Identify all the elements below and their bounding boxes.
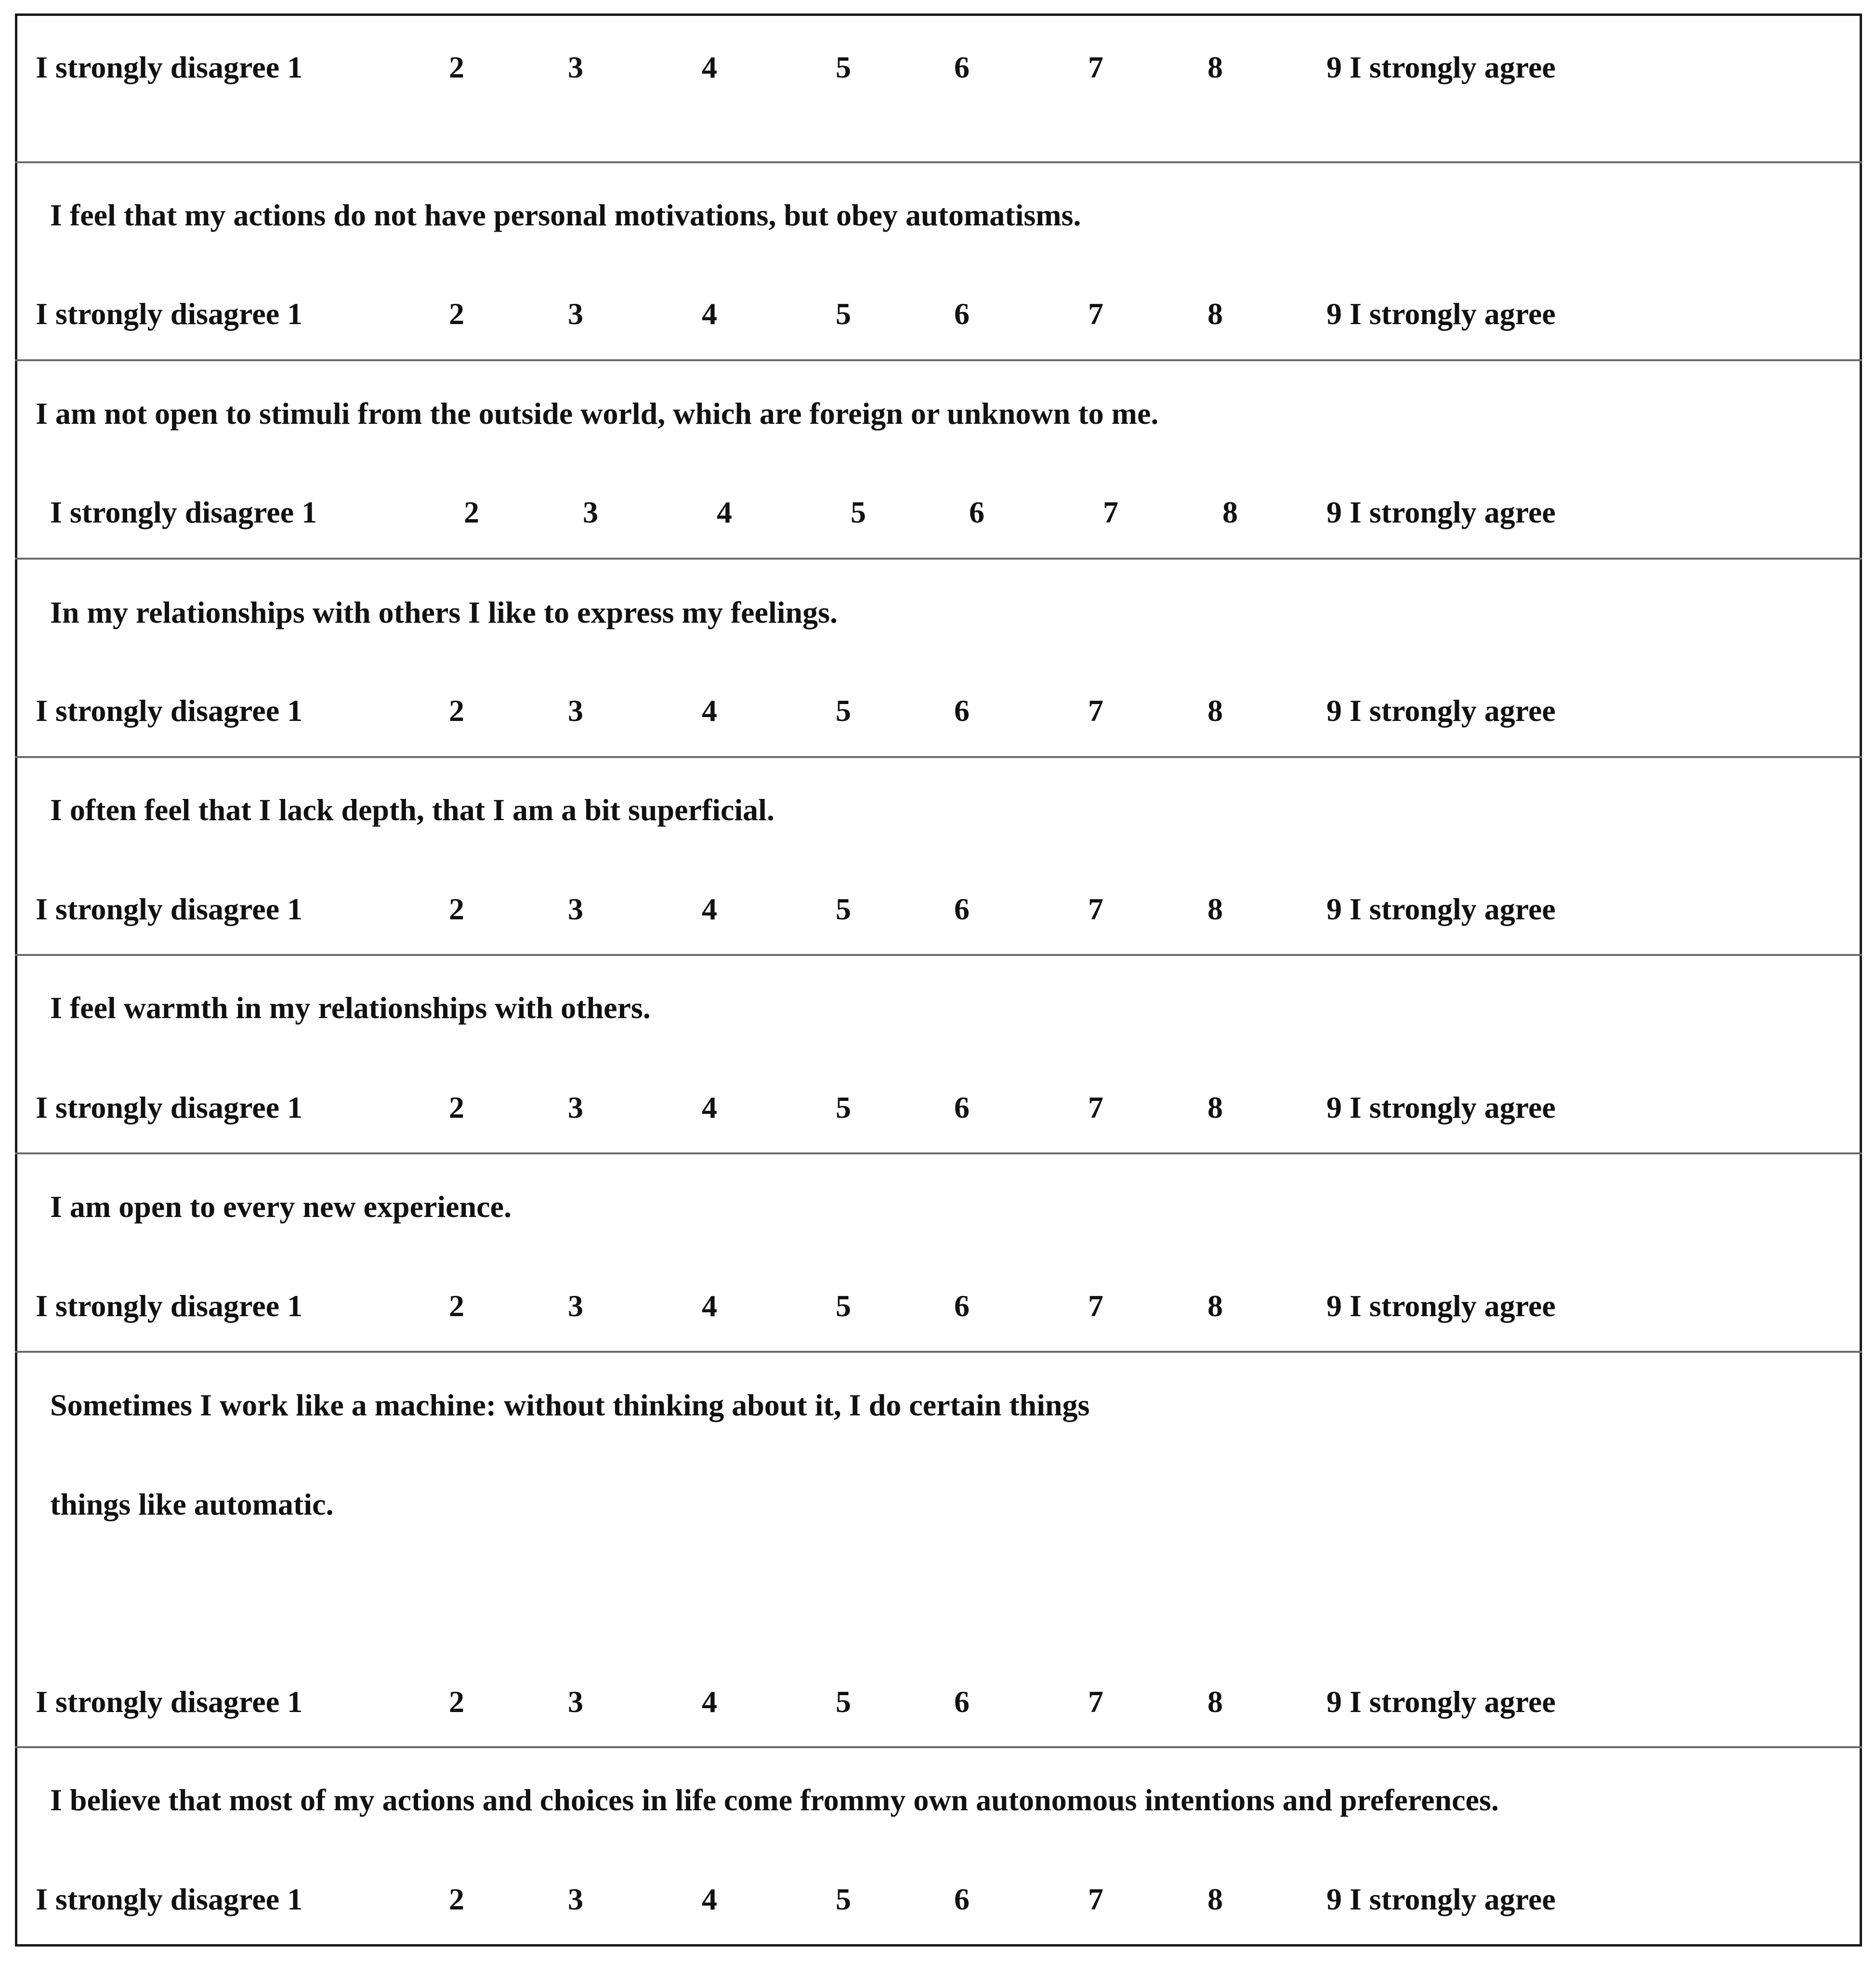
scale-point: 2 xyxy=(449,693,464,728)
scale-point: 5 xyxy=(851,495,866,529)
scale-high-label: 9 I strongly agree xyxy=(1326,892,1556,926)
scale-point: 4 xyxy=(702,1289,717,1323)
rating-scale-1 xyxy=(0,52,1876,91)
rating-scale-3 xyxy=(0,497,1876,536)
item-statement-continued: things like automatic. xyxy=(50,1487,334,1521)
rating-scale-7 xyxy=(0,1291,1876,1329)
scale-point: 6 xyxy=(954,297,970,331)
scale-high-label: 9 I strongly agree xyxy=(1326,1882,1556,1916)
scale-low-label: I strongly disagree 1 xyxy=(36,1685,303,1719)
scale-point: 7 xyxy=(1088,297,1103,331)
row-divider xyxy=(15,954,1862,956)
scale-high-label: 9 I strongly agree xyxy=(1326,50,1556,84)
scale-point: 7 xyxy=(1088,693,1103,728)
scale-point: 3 xyxy=(568,892,583,926)
scale-high-label: 9 I strongly agree xyxy=(1326,1090,1556,1124)
row-divider xyxy=(15,359,1862,361)
scale-point: 4 xyxy=(702,1685,717,1719)
scale-point: 8 xyxy=(1207,1090,1223,1124)
scale-point: 6 xyxy=(954,892,970,926)
scale-point: 6 xyxy=(969,495,984,529)
scale-high-label: 9 I strongly agree xyxy=(1326,1289,1556,1323)
scale-point: 6 xyxy=(954,1882,970,1916)
scale-low-label: I strongly disagree 1 xyxy=(36,1289,303,1323)
scale-point: 6 xyxy=(954,693,970,728)
scale-point: 7 xyxy=(1088,1090,1103,1124)
scale-low-label: I strongly disagree 1 xyxy=(50,495,317,529)
scale-point: 3 xyxy=(568,1882,583,1916)
scale-point: 8 xyxy=(1207,892,1223,926)
scale-point: 4 xyxy=(702,892,717,926)
scale-point: 2 xyxy=(449,1289,464,1323)
rating-scale-5 xyxy=(0,894,1876,932)
scale-point: 3 xyxy=(568,297,583,331)
scale-point: 7 xyxy=(1088,1882,1103,1916)
row-divider xyxy=(15,1152,1862,1154)
rating-scale-2 xyxy=(0,299,1876,337)
scale-point: 7 xyxy=(1103,495,1118,529)
scale-point: 3 xyxy=(568,1685,583,1719)
item-statement: Sometimes I work like a machine: without thinking about it, I do certain things xyxy=(50,1388,1090,1422)
scale-point: 5 xyxy=(836,50,851,84)
scale-point: 8 xyxy=(1222,495,1238,529)
scale-point: 5 xyxy=(836,892,851,926)
scale-point: 8 xyxy=(1207,1882,1223,1916)
scale-high-label: 9 I strongly agree xyxy=(1326,495,1556,529)
scale-high-label: 9 I strongly agree xyxy=(1326,1685,1556,1719)
scale-point: 2 xyxy=(449,1882,464,1916)
scale-point: 2 xyxy=(449,50,464,84)
row-divider xyxy=(15,558,1862,560)
scale-point: 2 xyxy=(449,1685,464,1719)
scale-point: 5 xyxy=(836,1882,851,1916)
scale-point: 8 xyxy=(1207,1685,1223,1719)
scale-low-label: I strongly disagree 1 xyxy=(36,50,303,84)
scale-point: 3 xyxy=(568,693,583,728)
rating-scale-8 xyxy=(0,1686,1876,1725)
row-divider xyxy=(15,1746,1862,1748)
scale-low-label: I strongly disagree 1 xyxy=(36,1090,303,1124)
scale-point: 8 xyxy=(1207,1289,1223,1323)
row-divider xyxy=(15,1351,1862,1353)
scale-point: 3 xyxy=(568,50,583,84)
item-statement: I often feel that I lack depth, that I am a bit superficial. xyxy=(50,793,774,827)
scale-point: 2 xyxy=(464,495,479,529)
scale-point: 2 xyxy=(449,1090,464,1124)
item-statement: I believe that most of my actions and choices in life come frommy own autonomous intentions and preferences. xyxy=(50,1783,1499,1817)
row-divider xyxy=(15,756,1862,758)
item-statement: I feel warmth in my relationships with others. xyxy=(50,991,651,1025)
scale-point: 7 xyxy=(1088,50,1103,84)
scale-point: 4 xyxy=(702,693,717,728)
rating-scale-9 xyxy=(0,1884,1876,1922)
scale-point: 4 xyxy=(717,495,732,529)
scale-point: 8 xyxy=(1207,50,1223,84)
scale-point: 4 xyxy=(702,50,717,84)
item-statement: I feel that my actions do not have personal motivations, but obey automatisms. xyxy=(50,198,1081,232)
scale-point: 7 xyxy=(1088,1685,1103,1719)
scale-point: 5 xyxy=(836,1685,851,1719)
scale-point: 6 xyxy=(954,1090,970,1124)
scale-low-label: I strongly disagree 1 xyxy=(36,892,303,926)
scale-point: 2 xyxy=(449,892,464,926)
rating-scale-6 xyxy=(0,1092,1876,1131)
row-divider xyxy=(15,161,1862,163)
scale-point: 8 xyxy=(1207,297,1223,331)
scale-point: 4 xyxy=(702,1882,717,1916)
scale-high-label: 9 I strongly agree xyxy=(1326,693,1556,728)
scale-point: 8 xyxy=(1207,693,1223,728)
scale-point: 6 xyxy=(954,1289,970,1323)
scale-point: 5 xyxy=(836,297,851,331)
scale-point: 4 xyxy=(702,1090,717,1124)
scale-point: 5 xyxy=(836,1090,851,1124)
scale-point: 5 xyxy=(836,1289,851,1323)
scale-point: 3 xyxy=(583,495,598,529)
rating-scale-4 xyxy=(0,695,1876,734)
scale-point: 5 xyxy=(836,693,851,728)
item-statement: In my relationships with others I like to express my feelings. xyxy=(50,595,838,629)
scale-low-label: I strongly disagree 1 xyxy=(36,693,303,728)
scale-low-label: I strongly disagree 1 xyxy=(36,1882,303,1916)
scale-point: 3 xyxy=(568,1289,583,1323)
item-statement: I am not open to stimuli from the outside world, which are foreign or unknown to me. xyxy=(36,396,1159,431)
scale-point: 7 xyxy=(1088,892,1103,926)
item-statement: I am open to every new experience. xyxy=(50,1190,512,1224)
scale-high-label: 9 I strongly agree xyxy=(1326,297,1556,331)
scale-point: 6 xyxy=(954,50,970,84)
scale-point: 4 xyxy=(702,297,717,331)
scale-point: 6 xyxy=(954,1685,970,1719)
scale-point: 2 xyxy=(449,297,464,331)
scale-low-label: I strongly disagree 1 xyxy=(36,297,303,331)
scale-point: 3 xyxy=(568,1090,583,1124)
scale-point: 7 xyxy=(1088,1289,1103,1323)
